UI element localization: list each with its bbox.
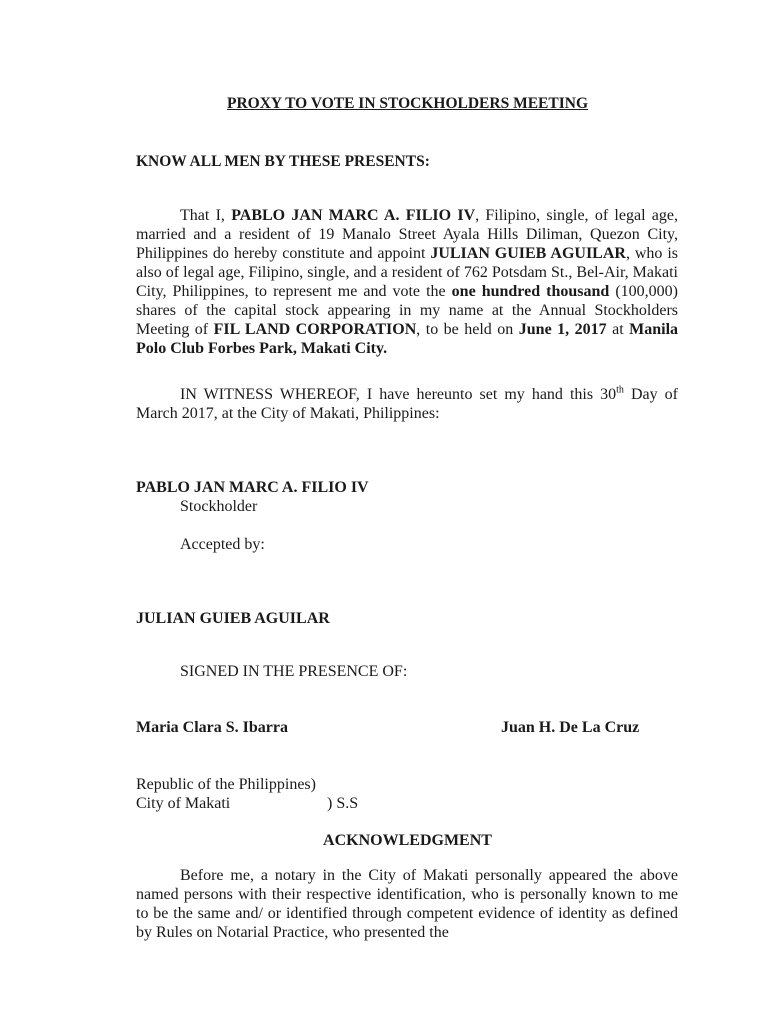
share-count: one hundred thousand bbox=[451, 283, 610, 300]
proxy-name: JULIAN GUIEB AGUILAR bbox=[430, 245, 626, 262]
text-run: Day of March 2017, at the City of Makati, Philippines: bbox=[136, 386, 679, 422]
text-run: at bbox=[606, 321, 630, 338]
text-run: , who is also of legal age, Filipino, single, and a resident of 762 Potsdam St., Bel-Air, Makati City, Philippines, to represent me and vote the bbox=[136, 245, 679, 300]
corporation-name: FIL LAND CORPORATION bbox=[213, 321, 417, 338]
text-run: IN WITNESS WHEREOF, I have hereunto set my hand this 30 bbox=[180, 386, 617, 403]
proxy-paragraph bbox=[136, 206, 678, 358]
venue-republic: Republic of the Philippines) bbox=[136, 776, 316, 793]
text-run: (100,000) shares of the capital stock appearing in my name at the Annual Stockholders Meeting of bbox=[136, 283, 679, 338]
witness-paragraph bbox=[136, 385, 678, 423]
meeting-date: June 1, 2017 bbox=[518, 321, 607, 338]
principal-name: PABLO JAN MARC A. FILIO IV bbox=[231, 207, 476, 224]
text-run: , to be held on bbox=[416, 321, 519, 338]
text-run: That I, bbox=[180, 207, 232, 224]
signatory-name: PABLO JAN MARC A. FILIO IV bbox=[136, 479, 369, 496]
venue-ss: ) S.S bbox=[327, 795, 359, 812]
witness-2-name: Juan H. De La Cruz bbox=[501, 719, 640, 736]
witness-1-name: Maria Clara S. Ibarra bbox=[136, 719, 288, 736]
text-run: , Filipino, single, of legal age, married and a resident of 19 Manalo Street Ayala Hills Diliman, Quezon City, Philippines do hereby constitute and appoint bbox=[136, 207, 678, 262]
meeting-venue: Manila Polo Club Forbes Park, Makati City. bbox=[136, 321, 679, 357]
venue-city: City of Makati bbox=[136, 795, 231, 812]
signed-presence-label: SIGNED IN THE PRESENCE OF: bbox=[180, 663, 408, 680]
ordinal-suffix: th bbox=[616, 384, 624, 396]
know-all-men-heading: KNOW ALL MEN BY THESE PRESENTS: bbox=[136, 153, 430, 170]
accepted-by-label: Accepted by: bbox=[180, 536, 265, 553]
signatory-role: Stockholder bbox=[180, 498, 258, 515]
acknowledgment-heading: ACKNOWLEDGMENT bbox=[323, 832, 492, 849]
proxy-signature-name: JULIAN GUIEB AGUILAR bbox=[136, 610, 330, 627]
document-title: PROXY TO VOTE IN STOCKHOLDERS MEETING bbox=[226, 95, 588, 112]
acknowledgment-paragraph: Before me, a notary in the City of Makati personally appeared the above named persons with their respective identification, who is personally known to me to be the same and/ or identified through competent evidence of identity as defined by Rules on Notarial Practice, who presented the bbox=[136, 867, 678, 941]
